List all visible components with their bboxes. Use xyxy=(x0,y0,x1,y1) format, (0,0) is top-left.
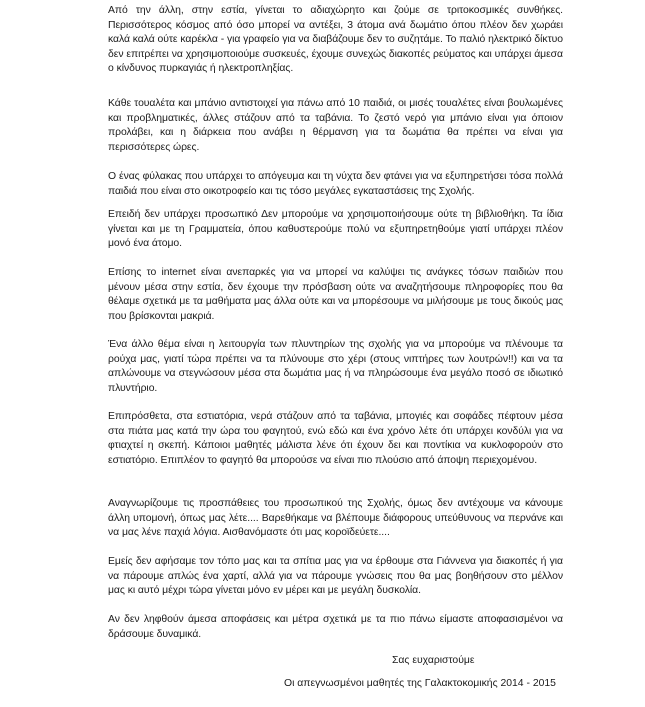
paragraph-toilets-bathrooms: Κάθε τουαλέτα και μπάνιο αντιστοιχεί για πάνω από 10 παιδιά, οι μισές τουαλέτες είναι βουλωμένες και προβληματικές, άλλες στάζουν από τα ταβάνια. Το ζεστό νερό για μπάνιο είναι για όποιον προλάβει, και η διάρκεια που ανάβει η θέρμανση για τα δωμάτια θα πρέπει να είναι για περισσότερες ώρες. xyxy=(108,98,563,153)
paragraph-purpose: Εμείς δεν αφήσαμε τον τόπο μας και τα σπίτια μας για να έρθουμε στα Γιάννενα για διακοπές ή για να πάρουμε απλώς ένα χαρτί, αλλά για να πάρουμε γνώσεις που θα μας βοηθήσουν στο μέλλον μας κι αυτό μέχρι τώρα γίνεται μόνο εν μέρει και με μεγάλη δυσκολία. xyxy=(108,556,563,597)
paragraph-internet: Επίσης το internet είναι ανεπαρκές για να μπορεί να καλύψει τις ανάγκες τόσων παιδιών που μένουν μέσα στην εστία, δεν έχουμε την πρόσβαση ούτε να αναζητήσουμε πληροφορίες που θα θέλαμε σχετικά με τα μαθήματα μας άλλα ούτε και να μπορέσουμε να μιλήσουμε με τους δικούς μας που βρίσκονται μακριά. xyxy=(108,267,563,322)
paragraph-library-secretariat: Επειδή δεν υπάρχει προσωπικό Δεν μπορούμε να χρησιμοποιήσουμε ούτε τη βιβλιοθήκη. Τα ίδια γίνεται και με τη Γραμματεία, όπου καθυστερούμε πολύ να εξυπηρετηθούμε γιατί υπάρχει πλέον μονό ένα άτομο. xyxy=(108,209,563,250)
paragraph-ultimatum: Αν δεν ληφθούν άμεσα αποφάσεις και μέτρα σχετικά με τα πιο πάνω είμαστε αποφασισμένοι να δράσουμε δυναμικά. xyxy=(108,614,563,640)
closing-thanks: Σας ευχαριστούμε xyxy=(392,655,475,666)
paragraph-security-guard: Ο ένας φύλακας που υπάρχει το απόγευμα και τη νύχτα δεν φτάνει για να εξυπηρετήσει τόσα πολλά παιδιά που είναι στο οικοτροφείο και τις τόσο μεγάλες εγκαταστάσεις της Σχολής. xyxy=(108,171,563,197)
signature-line: Οι απεγνωσμένοι μαθητές της Γαλακτοκομικής 2014 - 2015 xyxy=(284,678,556,689)
paragraph-restaurant: Επιπρόσθετα, στα εστιατόρια, νερά στάζουν από τα ταβάνια, μπογιές και σοφάδες πέφτουν μέσα στα πιάτα μας κατά την ώρα του φαγητού, ενώ εδώ και ένα χρόνο λέτε ότι υπάρχει κονδύλι για να φτιαχτεί η σκεπή. Κάποιοι μαθητές μάλιστα λένε ότι έχουν δει και ποντίκια να κυκλοφορούν στο εστιατόριο. Επιπλέον το φαγητό θα μπορούσε να είναι πιο πλούσιο από άποψη περιεχομένου. xyxy=(108,411,563,466)
paragraph-laundry: Ένα άλλο θέμα είναι η λειτουργία των πλυντηρίων της σχολής για να μπορούμε να πλένουμε τα ρούχα μας, γιατί τώρα πρέπει να τα πλύνουμε στο χέρι (στους νιπτήρες των λουτρών!!) και να τα απλώνουμε να στεγνώσουν μέσα στα δωμάτια μας ή να πληρώσουμε ένα μεγάλο ποσό σε ιδιωτικό πλυντήριο. xyxy=(108,339,563,394)
paragraph-patience: Αναγνωρίζουμε τις προσπάθειες του προσωπικού της Σχολής, όμως δεν αντέχουμε να κάνουμε άλλη υπομονή, όπως μας λέτε.... Βαρεθήκαμε να βλέπουμε διάφορους υπεύθυνους να περνάνε και να μας λένε παχιά λόγια. Αισθανόμαστε ότι μας κοροϊδεύετε.... xyxy=(108,498,563,539)
paragraph-dormitory-conditions: Από την άλλη, στην εστία, γίνεται το αδιαχώρητο και ζούμε σε τριτοκοσμικές συνθήκες. Περισσότερος κόσμος από όσο μπορεί να αντέξει, 3 άτομα ανά δωμάτιο όπου πλέον δεν χωράει καλά καλά ούτε καρέκλα - για γραφείο για να διαβάζουμε δεν το συζητάμε. Το παλιό ηλεκτρικό δίκτυο δεν επιτρέπει να χρησιμοποιούμε συσκευές, έχουμε συνεχώς διακοπές ρεύματος και υπάρχει άμεσα ο κίνδυνος πυρκαγιάς ή ηλεκτροπληξίας. xyxy=(108,5,563,75)
